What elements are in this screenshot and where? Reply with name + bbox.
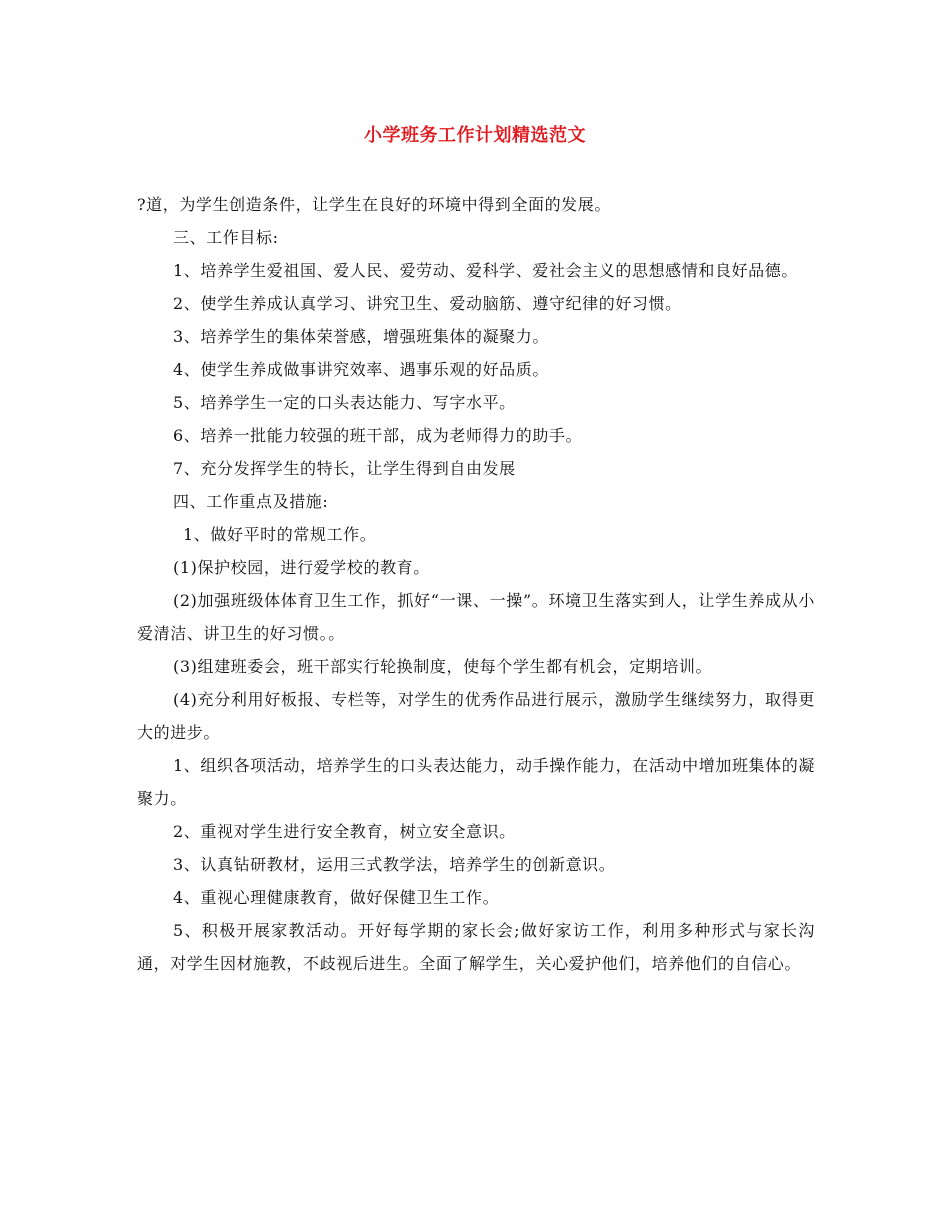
activity-item-3: 3、认真钻研教材，运用三式教学法，培养学生的创新意识。 [173, 855, 616, 874]
measure-subitem-1: (1)保护校园，进行爱学校的教育。 [173, 558, 430, 577]
activity-item-2: 2、重视对学生进行安全教育，树立安全意识。 [173, 822, 516, 841]
goal-item-7: 7、充分发挥学生的特长，让学生得到自由发展 [173, 459, 516, 478]
goal-item-3: 3、培养学生的集体荣誉感，增强班集体的凝聚力。 [173, 327, 549, 346]
measure-item-1: 1、做好平时的常规工作。 [183, 525, 377, 544]
activity-item-4: 4、重视心理健康教育，做好保健卫生工作。 [173, 888, 500, 907]
goal-item-2: 2、使学生养成认真学习、讲究卫生、爱动脑筋、遵守纪律的好习惯。 [173, 294, 682, 313]
measure-subitem-2: (2)加强班级体体育卫生工作，抓好“一课、一操”。环境卫生落实到人，让学生养成从小爱清洁、讲卫生的好习惯。。 [137, 591, 815, 643]
activity-item-5: 5、积极开展家教活动。开好每学期的家长会;做好家访工作，利用多种形式与家长沟通，对学生因材施教，不歧视后进生。全面了解学生，关心爱护他们，培养他们的自信心。 [137, 921, 815, 973]
document-title: 小学班务工作计划精选范文 [364, 125, 586, 146]
activity-item-1: 1、组织各项活动，培养学生的口头表达能力，动手操作能力，在活动中增加班集体的凝聚力。 [137, 756, 815, 808]
goal-item-5: 5、培养学生一定的口头表达能力、写字水平。 [173, 393, 516, 412]
document-body [137, 188, 815, 980]
section-heading-goals: 三、工作目标: [173, 228, 279, 247]
goal-item-4: 4、使学生养成做事讲究效率、遇事乐观的好品质。 [173, 360, 549, 379]
measure-subitem-4: (4)充分利用好板报、专栏等，对学生的优秀作品进行展示，激励学生继续努力，取得更大的进步。 [137, 690, 815, 742]
measure-subitem-3: (3)组建班委会，班干部实行轮换制度，使每个学生都有机会，定期培训。 [173, 657, 713, 676]
section-heading-measures: 四、工作重点及措施: [173, 492, 329, 511]
goal-item-6: 6、培养一批能力较强的班干部，成为老师得力的助手。 [173, 426, 583, 445]
goal-item-1: 1、培养学生爱祖国、爱人民、爱劳动、爱科学、爱社会主义的思想感情和良好品德。 [173, 261, 798, 280]
paragraph-continuation: ?道，为学生创造条件，让学生在良好的环境中得到全面的发展。 [137, 195, 611, 214]
